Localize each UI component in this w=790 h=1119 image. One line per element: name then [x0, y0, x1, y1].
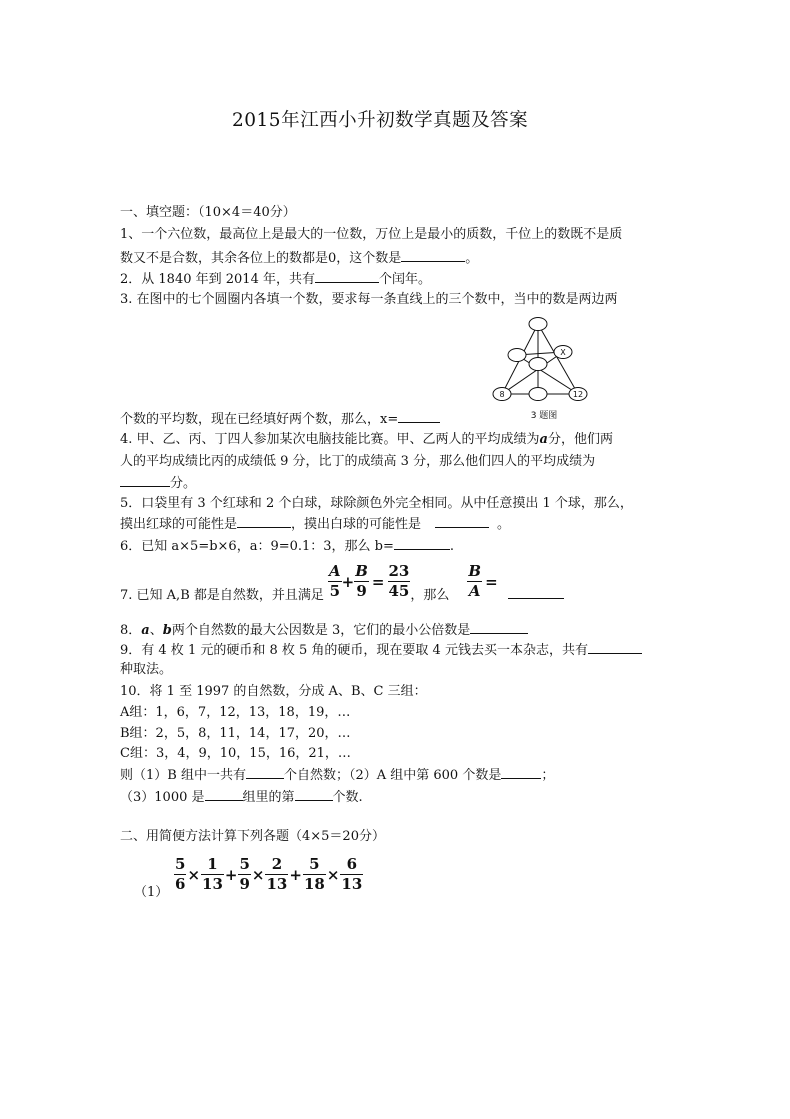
- q2-answer-blank[interactable]: [315, 270, 379, 283]
- q2-line: [120, 270, 431, 288]
- q5-end: 。: [497, 517, 511, 532]
- q7-plus: +: [341, 572, 355, 591]
- q4-end: 分。: [170, 476, 197, 491]
- q3-answer-blank[interactable]: [398, 410, 440, 423]
- q7-frac-23-45: $\frac{23}{45}$: [388, 562, 410, 600]
- circle-bottom-middle: [529, 388, 547, 401]
- q10-ask2-end: 个数.: [332, 790, 363, 805]
- q10-ask1-text1: 则（1）B 组中一共有: [120, 768, 246, 783]
- q6-text: 6．已知 a×5=b×6，a：9=0.1：3，那么 b=: [120, 539, 394, 554]
- calc-frac-1: $\frac{5}{6}$: [175, 855, 186, 893]
- figure-caption: 3 题图: [530, 411, 558, 421]
- q4-line3: [120, 474, 196, 492]
- q4-text2: 分，他们两: [547, 432, 613, 447]
- q10-ask1: [120, 766, 554, 784]
- q1-answer-blank[interactable]: [401, 249, 465, 262]
- q5-text2: ，摸出白球的可能性是: [291, 517, 422, 532]
- q10-group-blank[interactable]: [205, 788, 243, 801]
- q8-sep: 、: [149, 623, 163, 638]
- q5-text1: 摸出红球的可能性是: [120, 517, 238, 532]
- calc-frac-3: $\frac{5}{9}$: [239, 855, 250, 893]
- q10-ask1-end: ；: [541, 768, 555, 783]
- q6-answer-blank[interactable]: [394, 537, 450, 550]
- section2-header: 二、用简便方法计算下列各题（4×5＝20分）: [120, 829, 385, 844]
- q10-count-blank[interactable]: [246, 766, 284, 779]
- page-title: 2015年江西小升初数学真题及答案: [232, 110, 529, 131]
- q3-line2: [120, 410, 440, 428]
- q10-ask2-text2: 组里的第: [242, 790, 295, 805]
- q7-text: 7. 已知 A,B 都是自然数，并且满足: [120, 588, 324, 603]
- q4-line2: 人的平均成绩比丙的成绩低 9 分，比丁的成绩高 3 分，那么他们四人的平均成绩为: [120, 454, 596, 469]
- q7-frac-b9: $\frac{B}{9}$: [355, 562, 368, 600]
- q2-end: 个闰年。: [378, 272, 431, 287]
- q7-equals: =: [371, 572, 385, 591]
- q8-num: 8．: [120, 623, 142, 638]
- q10-group-a: A组：1，6，7，12，13，18，19，…: [120, 705, 351, 720]
- calc-frac-4: $\frac{2}{13}$: [266, 855, 288, 893]
- q7-frac-a5: $\frac{A}{5}$: [329, 562, 341, 600]
- calc-item-label: （1）: [134, 885, 169, 900]
- q10-ask2: [120, 788, 363, 806]
- q7-answer-blank[interactable]: [508, 586, 564, 599]
- calc-expression: [174, 857, 363, 892]
- q5-white-blank[interactable]: [435, 515, 489, 528]
- calc-plus-2: +: [289, 865, 302, 884]
- calc-times-1: ×: [187, 865, 201, 884]
- q8-text: 两个自然数的最大公因数是 3，它们的最小公倍数是: [171, 623, 471, 638]
- q1-end: 。: [465, 251, 479, 266]
- q9-answer-blank[interactable]: [588, 641, 642, 654]
- circle-mid-left: [508, 349, 526, 362]
- figure-line-diag2: [517, 355, 578, 394]
- q3-figure: [488, 312, 600, 422]
- q6-line: 6．已知 a×5=b×6，a：9=0.1：3，那么 b= .: [120, 539, 455, 554]
- q3-text: 个数的平均数，现在已经填好两个数，那么，x=: [120, 412, 399, 427]
- q4-text1: 4. 甲、乙、丙、丁四人参加某次电脑技能比赛。甲、乙两人的平均成绩为: [120, 432, 540, 447]
- q7-equals2: =: [485, 572, 498, 591]
- circle-center: [529, 358, 547, 371]
- calc-times-3: ×: [326, 865, 340, 884]
- q7-frac-ba: $\frac{B}{A}$: [468, 562, 482, 600]
- q10-600th-blank[interactable]: [501, 766, 541, 779]
- q4-answer-blank[interactable]: [120, 474, 170, 487]
- q1-line1: 1、一个六位数，最高位上是最大的一位数，万位上是最小的质数，千位上的数既不是质: [120, 227, 623, 242]
- figure-x-label: X: [560, 348, 566, 357]
- q9-line2: 种取法。: [120, 662, 173, 677]
- figure-left-value: 8: [499, 390, 505, 399]
- q9-text: 9．有 4 枚 1 元的硬币和 8 枚 5 角的硬币，现在要取 4 元钱去买一本杂志，共有: [120, 643, 588, 658]
- q7-line: [120, 564, 564, 604]
- q8-line: [120, 621, 528, 639]
- q10-group-c: C组：3，4，9，10，15，16，21，…: [120, 746, 351, 761]
- q9-line1: [120, 641, 642, 659]
- q5-red-blank[interactable]: [237, 515, 291, 528]
- q2-text: 2．从 1840 年到 2014 年，共有: [120, 272, 315, 287]
- calc-times-2: ×: [251, 865, 265, 884]
- circle-top: [529, 318, 547, 331]
- q10-ask2-text1: （3）1000 是: [120, 790, 205, 805]
- q4-line1: [120, 432, 613, 448]
- q10-group-b: B组：2，5，8，11，14，17，20，…: [120, 726, 351, 741]
- q1-text: 数又不是合数，其余各位上的数都是0，这个数是: [120, 251, 402, 266]
- q10-ask1-text2: 个自然数；（2）A 组中第 600 个数是: [283, 768, 502, 783]
- figure-right-value: 12: [572, 390, 584, 399]
- q7-mid: ，那么: [410, 588, 450, 603]
- q8-var-b: b: [162, 623, 172, 638]
- section1-header: 一、填空题：（10×4＝40分）: [120, 205, 296, 220]
- q1-line2: [120, 249, 478, 267]
- q10-intro: 10．将 1 至 1997 的自然数，分成 A、B、C 三组：: [120, 684, 427, 699]
- q5-line2: [120, 515, 510, 533]
- q8-var-a: a: [141, 623, 150, 638]
- q10-position-blank[interactable]: [295, 788, 333, 801]
- calc-plus-1: +: [224, 865, 238, 884]
- calc-frac-2: $\frac{1}{13}$: [202, 855, 223, 893]
- q5-line1: 5．口袋里有 3 个红球和 2 个白球，球除颜色外完全相同。从中任意摸出 1 个球，那么，: [120, 496, 633, 511]
- q4-var-a: a: [539, 432, 548, 447]
- calc-frac-6: $\frac{6}{13}$: [341, 855, 363, 893]
- q8-answer-blank[interactable]: [470, 621, 528, 634]
- calc-frac-5: $\frac{5}{18}$: [303, 855, 325, 893]
- q3-line1: 3. 在图中的七个圆圈内各填一个数，要求每一条直线上的三个数中，当中的数是两边两: [120, 292, 618, 307]
